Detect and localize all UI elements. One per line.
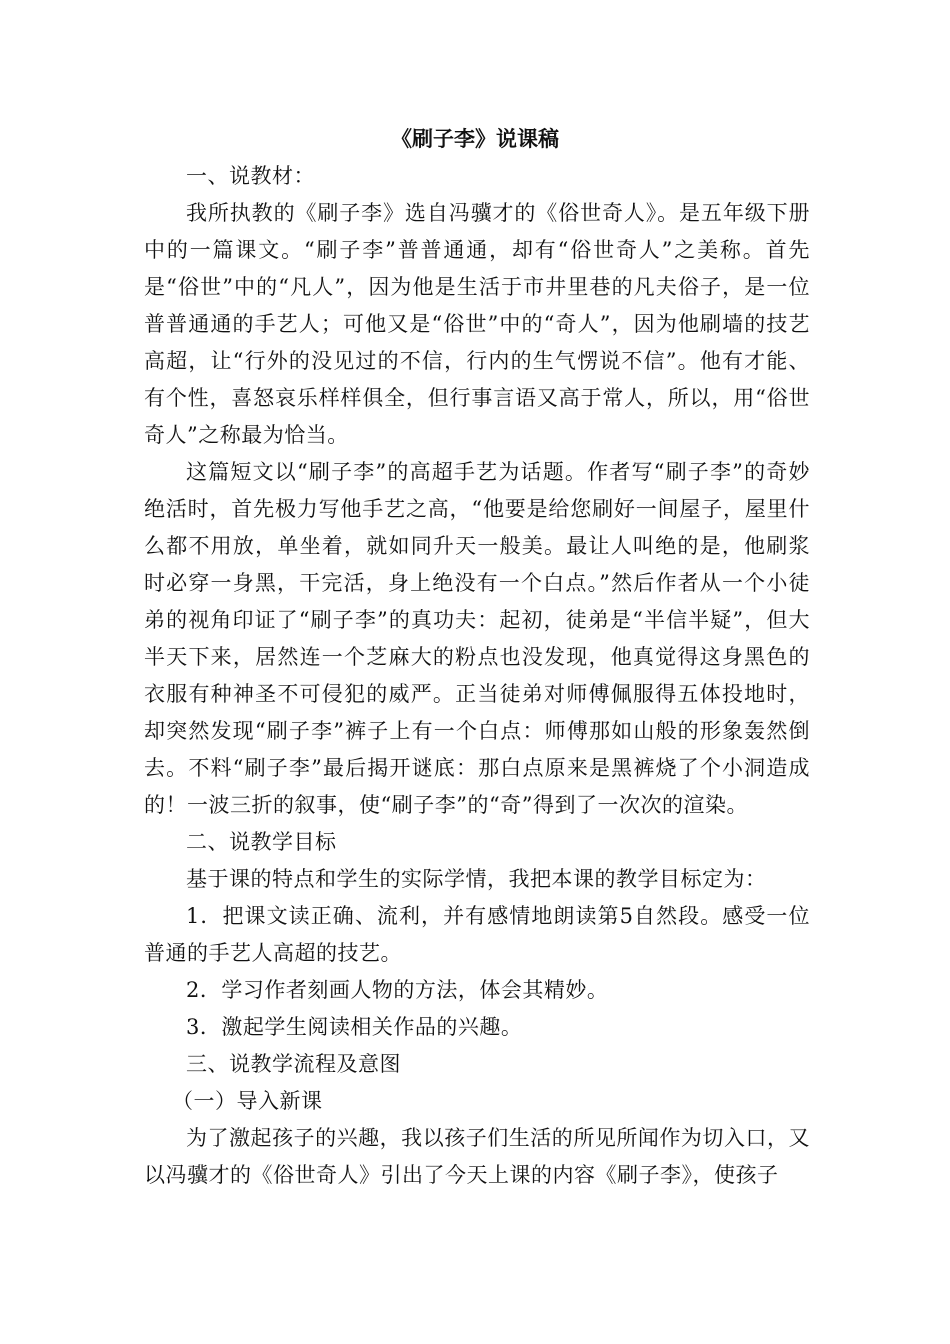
paragraph: 为了激起孩子的兴趣，我以孩子们生活的所见所闻作为切入口，又以冯骥才的《俗世奇人》引出了今天上课的内容《刷子李》，使孩子 [144, 1126, 810, 1187]
page-title: 《刷子李》说课稿 [391, 127, 559, 151]
section-heading-materials: 一、说教材： [186, 164, 315, 188]
paragraph: 基于课的特点和学生的实际学情，我把本课的教学目标定为： [186, 867, 767, 891]
paragraph: 这篇短文以“刷子李”的高超手艺为话题。作者写“刷子李”的奇妙绝活时，首先极力写他手艺之高，“他要是给您刷好一间屋子，屋里什么都不用放，单坐着，就如同升天一般美。最让人叫绝的是，他刷浆时必穿一身黑，干完活，身上绝没有一个白点。”然后作者从一个小徒弟的视角印证了“刷子李”的真功夫：起初，徒弟是“半信半疑”，但大半天下来，居然连一个芝麻大的粉点也没发现，他真觉得这身黑色的衣服有种神圣不可侵犯的威严。正当徒弟对师傅佩服得五体投地时，却突然发现“刷子李”裤子上有一个白点：师傅那如山般的形象轰然倒去。不料“刷子李”最后揭开谜底：那白点原来是黑裤烧了个小洞造成的！一波三折的叙事，使“刷子李”的“奇”得到了一次次的渲染。 [144, 460, 810, 817]
goal-item: 3．激起学生阅读相关作品的兴趣。 [186, 1015, 523, 1039]
goal-item: 1．把课文读正确、流利，并有感情地朗读第5自然段。感受一位普通的手艺人高超的技艺。 [144, 904, 810, 965]
goal-item: 2．学习作者刻画人物的方法，体会其精妙。 [186, 978, 609, 1002]
section-heading-process: 三、说教学流程及意图 [186, 1052, 401, 1076]
subsection-heading: （一）导入新课 [172, 1089, 323, 1113]
section-heading-goals: 二、说教学目标 [186, 830, 337, 854]
paragraph: 我所执教的《刷子李》选自冯骥才的《俗世奇人》。是五年级下册中的一篇课文。“刷子李”普普通通，却有“俗世奇人”之美称。首先是“俗世”中的“凡人”，因为他是生活于市井里巷的凡夫俗子，是一位普普通通的手艺人；可他又是“俗世”中的“奇人”，因为他刷墙的技艺高超，让“行外的没见过的不信，行内的生气愣说不信”。他有才能、有个性，喜怒哀乐样样俱全，但行事言语又高于常人，所以，用“俗世奇人”之称最为恰当。 [144, 201, 810, 447]
document-body [144, 158, 810, 1194]
